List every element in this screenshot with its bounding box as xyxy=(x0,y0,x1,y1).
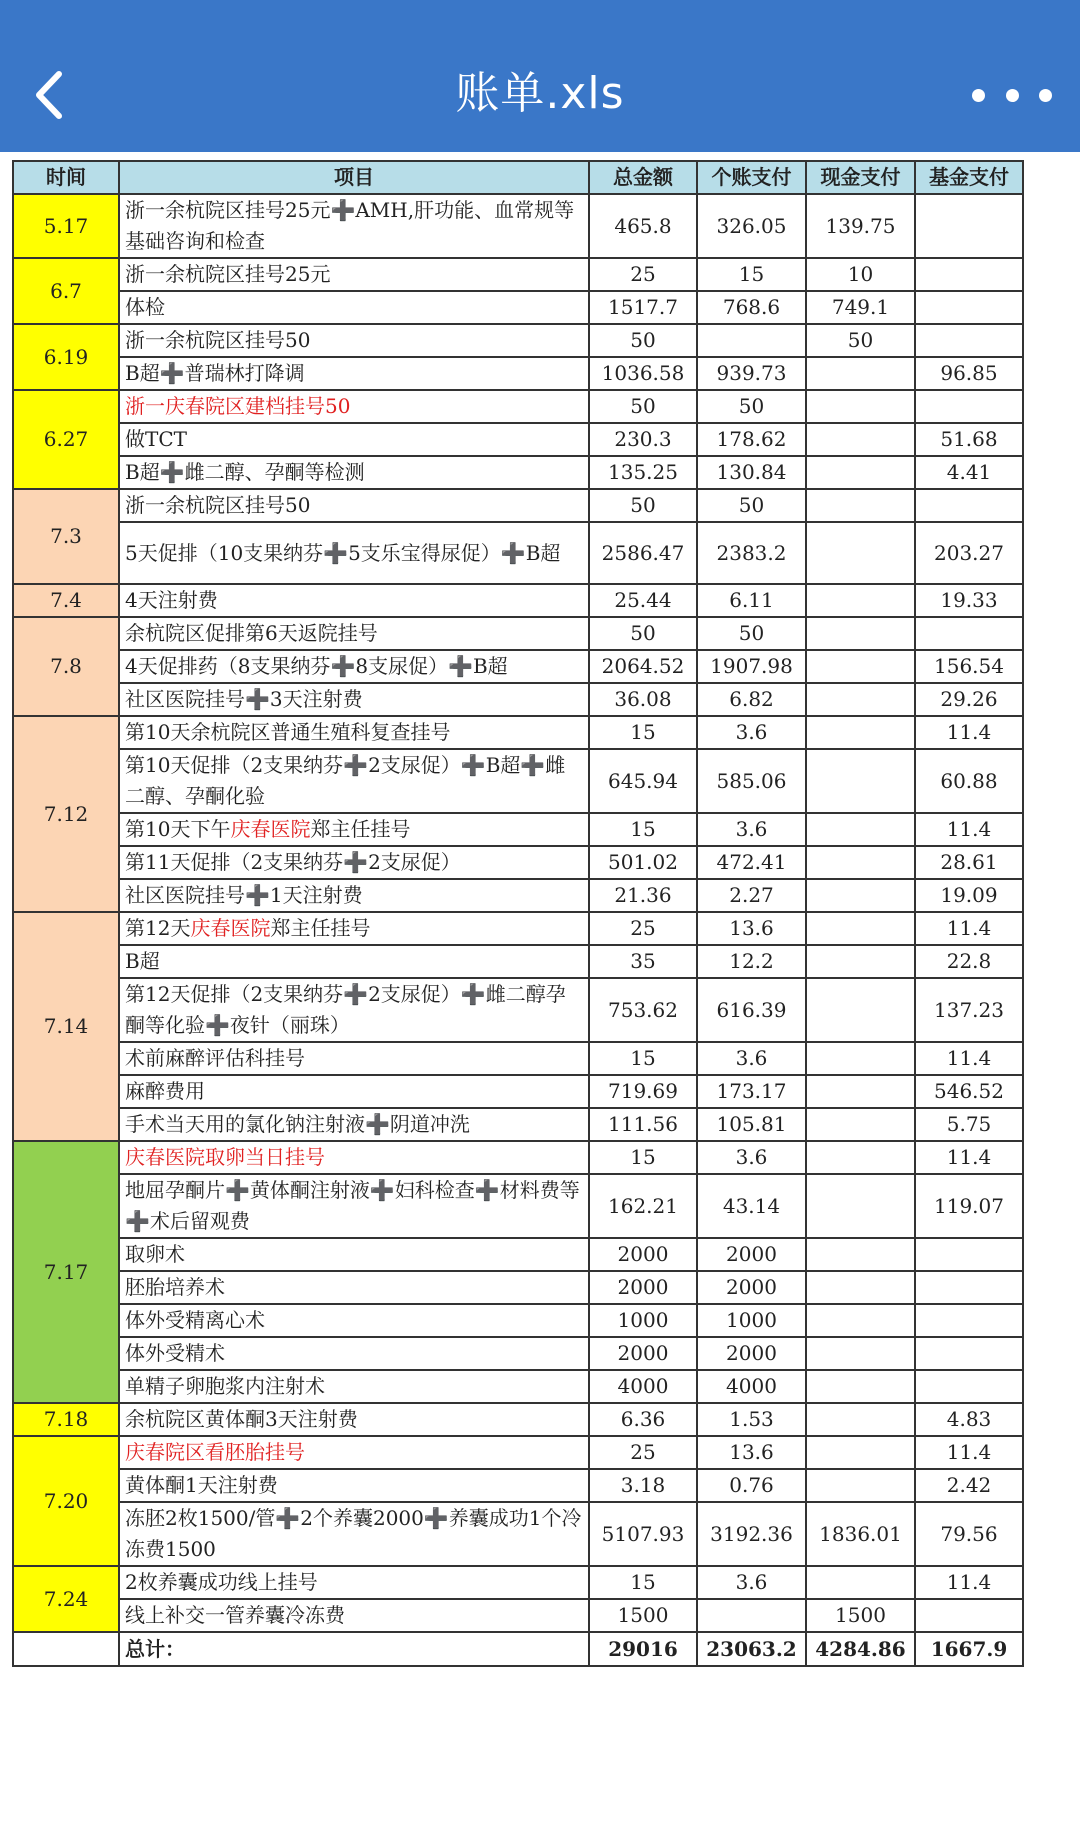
fund-payment-cell[interactable]: 156.54 xyxy=(915,650,1023,683)
date-cell[interactable]: 7.3 xyxy=(13,489,119,584)
cash-payment-cell[interactable] xyxy=(806,683,915,716)
cash-payment-cell[interactable] xyxy=(806,1238,915,1271)
table-row xyxy=(13,1599,1023,1632)
fund-payment-cell[interactable] xyxy=(915,1304,1023,1337)
personal-account-cell[interactable]: 585.06 xyxy=(697,749,806,813)
date-cell[interactable]: 7.4 xyxy=(13,584,119,617)
total-amount-cell[interactable]: 1000 xyxy=(589,1304,697,1337)
fund-payment-cell[interactable] xyxy=(915,617,1023,650)
more-horizontal-icon xyxy=(1006,89,1019,102)
file-title: 账单.xls xyxy=(455,68,625,119)
cash-payment-cell[interactable] xyxy=(806,1436,915,1469)
cash-payment-cell[interactable] xyxy=(806,813,915,846)
date-cell[interactable]: 7.14 xyxy=(13,912,119,1141)
cash-payment-cell[interactable] xyxy=(806,1337,915,1370)
cash-payment-cell[interactable] xyxy=(806,357,915,390)
total-amount-cell[interactable]: 5107.93 xyxy=(589,1502,697,1566)
personal-account-cell[interactable]: 2000 xyxy=(697,1271,806,1304)
fund-payment-cell[interactable]: 29.26 xyxy=(915,683,1023,716)
personal-account-cell[interactable]: 1907.98 xyxy=(697,650,806,683)
item-cell[interactable]: 浙一庆春院区建档挂号50 xyxy=(119,390,589,423)
fund-payment-cell[interactable] xyxy=(915,1599,1023,1632)
fund-payment-cell[interactable]: 5.75 xyxy=(915,1108,1023,1141)
total-amount-cell[interactable]: 25 xyxy=(589,258,697,291)
personal-account-cell[interactable]: 3.6 xyxy=(697,813,806,846)
item-cell[interactable]: 庆春医院取卵当日挂号 xyxy=(119,1141,589,1174)
total-amount-cell[interactable]: 50 xyxy=(589,390,697,423)
personal-account-cell[interactable]: 3.6 xyxy=(697,716,806,749)
item-cell[interactable]: 单精子卵胞浆内注射术 xyxy=(119,1370,589,1403)
total-amount-cell[interactable]: 50 xyxy=(589,617,697,650)
item-cell[interactable]: 地屈孕酮片➕黄体酮注射液➕妇科检查➕材料费等➕术后留观费 xyxy=(119,1174,589,1238)
item-cell[interactable]: 浙一余杭院区挂号50 xyxy=(119,324,589,357)
item-cell[interactable]: 术前麻醉评估科挂号 xyxy=(119,1042,589,1075)
item-cell[interactable]: 胚胎培养术 xyxy=(119,1271,589,1304)
fund-payment-cell[interactable]: 11.4 xyxy=(915,1042,1023,1075)
total-amount-cell[interactable]: 1500 xyxy=(589,1599,697,1632)
fund-payment-cell[interactable] xyxy=(915,291,1023,324)
date-cell[interactable]: 7.17 xyxy=(13,1141,119,1403)
date-cell[interactable]: 6.19 xyxy=(13,324,119,390)
item-text: 郑主任挂号 xyxy=(270,916,371,940)
item-cell[interactable]: B超➕雌二醇、孕酮等检测 xyxy=(119,456,589,489)
table-row xyxy=(13,912,1023,945)
cash-payment-cell[interactable] xyxy=(806,1141,915,1174)
cash-payment-cell[interactable] xyxy=(806,650,915,683)
table-row xyxy=(13,1141,1023,1174)
total-amount-cell[interactable]: 2000 xyxy=(589,1271,697,1304)
cash-payment-cell[interactable] xyxy=(806,1042,915,1075)
fund-payment-cell[interactable] xyxy=(915,390,1023,423)
total-amount-cell[interactable]: 2000 xyxy=(589,1238,697,1271)
fund-payment-cell[interactable]: 22.8 xyxy=(915,945,1023,978)
total-amount-cell[interactable]: 25.44 xyxy=(589,584,697,617)
item-cell[interactable]: 第12天促排（2支果纳芬➕2支尿促）➕雌二醇孕酮等化验➕夜针（丽珠） xyxy=(119,978,589,1042)
fund-payment-cell[interactable]: 11.4 xyxy=(915,1436,1023,1469)
cash-payment-cell[interactable] xyxy=(806,456,915,489)
item-cell[interactable]: 手术当天用的氯化钠注射液➕阴道冲洗 xyxy=(119,1108,589,1141)
cash-payment-cell[interactable] xyxy=(806,1075,915,1108)
table-row xyxy=(13,1108,1023,1141)
table-row xyxy=(13,456,1023,489)
table-row xyxy=(13,1566,1023,1599)
table-row xyxy=(13,291,1023,324)
item-cell[interactable] xyxy=(119,813,589,846)
total-amount-cell[interactable]: 645.94 xyxy=(589,749,697,813)
item-cell[interactable]: B超➕普瑞林打降调 xyxy=(119,357,589,390)
fund-payment-cell[interactable] xyxy=(915,324,1023,357)
item-cell[interactable]: 4天注射费 xyxy=(119,584,589,617)
total-amount-cell[interactable]: 753.62 xyxy=(589,978,697,1042)
cash-payment-cell[interactable] xyxy=(806,1469,915,1502)
item-cell[interactable]: 体外受精离心术 xyxy=(119,1304,589,1337)
fund-payment-cell[interactable]: 11.4 xyxy=(915,1141,1023,1174)
fund-payment-cell[interactable]: 137.23 xyxy=(915,978,1023,1042)
total-amount-cell[interactable]: 25 xyxy=(589,912,697,945)
fund-payment-cell[interactable]: 79.56 xyxy=(915,1502,1023,1566)
item-cell[interactable]: 余杭院区促排第6天返院挂号 xyxy=(119,617,589,650)
cash-payment-cell[interactable]: 50 xyxy=(806,324,915,357)
cash-payment-cell[interactable] xyxy=(806,489,915,522)
cash-payment-cell[interactable] xyxy=(806,584,915,617)
total-amount-cell[interactable]: 21.36 xyxy=(589,879,697,912)
personal-account-cell[interactable]: 616.39 xyxy=(697,978,806,1042)
cash-payment-cell[interactable] xyxy=(806,716,915,749)
fund-payment-cell[interactable]: 19.33 xyxy=(915,584,1023,617)
fund-payment-cell[interactable] xyxy=(915,258,1023,291)
table-row xyxy=(13,258,1023,291)
column-header[interactable]: 现金支付 xyxy=(806,161,915,194)
column-header[interactable]: 项目 xyxy=(119,161,589,194)
table-row xyxy=(13,1174,1023,1238)
personal-account-cell[interactable]: 12.2 xyxy=(697,945,806,978)
personal-account-cell[interactable]: 1.53 xyxy=(697,1403,806,1436)
total-amount-cell[interactable]: 50 xyxy=(589,489,697,522)
personal-account-cell[interactable]: 326.05 xyxy=(697,194,806,258)
date-cell[interactable]: 7.8 xyxy=(13,617,119,716)
personal-account-cell[interactable]: 3.6 xyxy=(697,1141,806,1174)
fund-payment-cell[interactable] xyxy=(915,1271,1023,1304)
table-row xyxy=(13,1042,1023,1075)
fund-payment-cell[interactable]: 51.68 xyxy=(915,423,1023,456)
item-cell[interactable]: 黄体酮1天注射费 xyxy=(119,1469,589,1502)
fund-payment-cell[interactable]: 11.4 xyxy=(915,1566,1023,1599)
item-cell[interactable]: 5天促排（10支果纳芬➕5支乐宝得尿促）➕B超 xyxy=(119,522,589,584)
date-cell[interactable]: 7.18 xyxy=(13,1403,119,1436)
date-cell[interactable]: 7.24 xyxy=(13,1566,119,1632)
table-row xyxy=(13,749,1023,813)
date-cell[interactable]: 6.27 xyxy=(13,390,119,489)
column-header[interactable]: 个账支付 xyxy=(697,161,806,194)
cash-payment-cell[interactable] xyxy=(806,879,915,912)
personal-account-cell[interactable]: 178.62 xyxy=(697,423,806,456)
total-amount-cell[interactable]: 719.69 xyxy=(589,1075,697,1108)
table-row xyxy=(13,1370,1023,1403)
cash-payment-cell[interactable]: 1500 xyxy=(806,1599,915,1632)
item-cell[interactable]: 麻醉费用 xyxy=(119,1075,589,1108)
item-cell[interactable]: 浙一余杭院区挂号25元➕AMH,肝功能、血常规等基础咨询和检查 xyxy=(119,194,589,258)
table-row xyxy=(13,1436,1023,1469)
personal-account-cell[interactable]: 2.27 xyxy=(697,879,806,912)
total-amount-cell[interactable]: 111.56 xyxy=(589,1108,697,1141)
table-row xyxy=(13,584,1023,617)
item-cell[interactable]: 余杭院区黄体酮3天注射费 xyxy=(119,1403,589,1436)
date-cell[interactable]: 5.17 xyxy=(13,194,119,258)
cash-payment-cell[interactable] xyxy=(806,1370,915,1403)
item-cell[interactable]: 浙一余杭院区挂号25元 xyxy=(119,258,589,291)
total-amount-cell[interactable]: 6.36 xyxy=(589,1403,697,1436)
more-horizontal-icon xyxy=(972,89,985,102)
personal-account-cell[interactable]: 50 xyxy=(697,390,806,423)
fund-payment-cell[interactable] xyxy=(915,1337,1023,1370)
cash-payment-cell[interactable] xyxy=(806,1174,915,1238)
table-row xyxy=(13,813,1023,846)
cash-payment-cell[interactable] xyxy=(806,1566,915,1599)
personal-account-cell[interactable]: 768.6 xyxy=(697,291,806,324)
fund-payment-cell[interactable] xyxy=(915,489,1023,522)
personal-account-cell[interactable]: 6.11 xyxy=(697,584,806,617)
personal-account-cell[interactable]: 2000 xyxy=(697,1337,806,1370)
column-header[interactable]: 时间 xyxy=(13,161,119,194)
total-amount-cell[interactable]: 1036.58 xyxy=(589,357,697,390)
table-row xyxy=(13,390,1023,423)
personal-account-sum[interactable]: 23063.2 xyxy=(697,1632,806,1666)
fund-payment-cell[interactable]: 96.85 xyxy=(915,357,1023,390)
table-row xyxy=(13,617,1023,650)
table-row xyxy=(13,846,1023,879)
item-cell[interactable]: 第10天余杭院区普通生殖科复查挂号 xyxy=(119,716,589,749)
total-amount-cell[interactable]: 2064.52 xyxy=(589,650,697,683)
fund-payment-cell[interactable]: 28.61 xyxy=(915,846,1023,879)
table-row xyxy=(13,1304,1023,1337)
item-cell[interactable]: 庆春院区看胚胎挂号 xyxy=(119,1436,589,1469)
table-row xyxy=(13,1075,1023,1108)
total-amount-cell[interactable]: 2000 xyxy=(589,1337,697,1370)
personal-account-cell[interactable]: 4000 xyxy=(697,1370,806,1403)
total-amount-cell[interactable]: 2586.47 xyxy=(589,522,697,584)
cash-payment-cell[interactable]: 10 xyxy=(806,258,915,291)
item-text-highlight: 庆春医院 xyxy=(230,817,311,841)
item-cell[interactable]: 4天促排药（8支果纳芬➕8支尿促）➕B超 xyxy=(119,650,589,683)
personal-account-cell[interactable]: 1000 xyxy=(697,1304,806,1337)
personal-account-cell[interactable] xyxy=(697,324,806,357)
item-cell[interactable]: 做TCT xyxy=(119,423,589,456)
table-row xyxy=(13,879,1023,912)
item-cell[interactable]: 浙一余杭院区挂号50 xyxy=(119,489,589,522)
top-bar xyxy=(0,0,1080,152)
item-cell[interactable]: 2枚养囊成功线上挂号 xyxy=(119,1566,589,1599)
personal-account-cell[interactable]: 6.82 xyxy=(697,683,806,716)
date-cell[interactable]: 7.12 xyxy=(13,716,119,912)
item-cell[interactable] xyxy=(119,912,589,945)
cash-payment-cell[interactable] xyxy=(806,1108,915,1141)
cash-payment-cell[interactable] xyxy=(806,1304,915,1337)
total-amount-cell[interactable]: 230.3 xyxy=(589,423,697,456)
fund-payment-cell[interactable] xyxy=(915,194,1023,258)
item-cell[interactable]: 线上补交一管养囊冷冻费 xyxy=(119,1599,589,1632)
fund-payment-cell[interactable]: 203.27 xyxy=(915,522,1023,584)
fund-payment-cell[interactable]: 119.07 xyxy=(915,1174,1023,1238)
item-cell[interactable]: 取卵术 xyxy=(119,1238,589,1271)
table-row xyxy=(13,978,1023,1042)
cash-payment-cell[interactable] xyxy=(806,522,915,584)
fund-payment-cell[interactable]: 2.42 xyxy=(915,1469,1023,1502)
fund-payment-cell[interactable] xyxy=(915,1370,1023,1403)
personal-account-cell[interactable]: 3.6 xyxy=(697,1042,806,1075)
cash-payment-cell[interactable] xyxy=(806,846,915,879)
personal-account-cell[interactable]: 173.17 xyxy=(697,1075,806,1108)
personal-account-cell[interactable]: 2000 xyxy=(697,1238,806,1271)
column-header[interactable]: 总金额 xyxy=(589,161,697,194)
personal-account-cell[interactable]: 50 xyxy=(697,489,806,522)
cash-payment-cell[interactable]: 749.1 xyxy=(806,291,915,324)
personal-account-cell[interactable]: 50 xyxy=(697,617,806,650)
table-row xyxy=(13,522,1023,584)
cash-payment-cell[interactable] xyxy=(806,423,915,456)
cash-payment-cell[interactable] xyxy=(806,978,915,1042)
cash-payment-cell[interactable]: 139.75 xyxy=(806,194,915,258)
cash-payment-cell[interactable] xyxy=(806,390,915,423)
cash-payment-cell[interactable] xyxy=(806,617,915,650)
table-row xyxy=(13,194,1023,258)
total-amount-cell[interactable]: 3.18 xyxy=(589,1469,697,1502)
table-row xyxy=(13,716,1023,749)
total-amount-cell[interactable]: 35 xyxy=(589,945,697,978)
item-cell[interactable]: 社区医院挂号➕3天注射费 xyxy=(119,683,589,716)
total-amount-cell[interactable]: 135.25 xyxy=(589,456,697,489)
more-button[interactable] xyxy=(972,70,1052,120)
fund-payment-sum[interactable]: 1667.9 xyxy=(915,1632,1023,1666)
column-header[interactable]: 基金支付 xyxy=(915,161,1023,194)
total-amount-cell[interactable]: 15 xyxy=(589,716,697,749)
personal-account-cell[interactable]: 13.6 xyxy=(697,912,806,945)
fund-payment-cell[interactable]: 19.09 xyxy=(915,879,1023,912)
personal-account-cell[interactable]: 13.6 xyxy=(697,1436,806,1469)
cash-payment-cell[interactable] xyxy=(806,1403,915,1436)
total-amount-cell[interactable]: 25 xyxy=(589,1436,697,1469)
fund-payment-cell[interactable]: 11.4 xyxy=(915,813,1023,846)
total-amount-cell[interactable]: 501.02 xyxy=(589,846,697,879)
fund-payment-cell[interactable]: 60.88 xyxy=(915,749,1023,813)
spreadsheet-table xyxy=(12,160,1024,1667)
personal-account-cell[interactable]: 105.81 xyxy=(697,1108,806,1141)
personal-account-cell[interactable]: 2383.2 xyxy=(697,522,806,584)
more-horizontal-icon xyxy=(1039,89,1052,102)
personal-account-cell[interactable]: 3192.36 xyxy=(697,1502,806,1566)
total-amount-cell[interactable]: 36.08 xyxy=(589,683,697,716)
personal-account-cell[interactable]: 15 xyxy=(697,258,806,291)
total-amount-cell[interactable]: 465.8 xyxy=(589,194,697,258)
table-row xyxy=(13,357,1023,390)
cash-payment-cell[interactable] xyxy=(806,1271,915,1304)
table-row xyxy=(13,324,1023,357)
cash-payment-cell[interactable] xyxy=(806,912,915,945)
table-row xyxy=(13,1502,1023,1566)
table-row xyxy=(13,489,1023,522)
fund-payment-cell[interactable]: 4.41 xyxy=(915,456,1023,489)
personal-account-cell[interactable]: 0.76 xyxy=(697,1469,806,1502)
table-row xyxy=(13,1337,1023,1370)
total-amount-cell[interactable]: 15 xyxy=(589,813,697,846)
personal-account-cell[interactable]: 43.14 xyxy=(697,1174,806,1238)
item-text: 第12天 xyxy=(125,916,191,940)
total-amount-cell[interactable]: 4000 xyxy=(589,1370,697,1403)
personal-account-cell[interactable]: 130.84 xyxy=(697,456,806,489)
total-amount-cell[interactable]: 50 xyxy=(589,324,697,357)
total-amount-cell[interactable]: 15 xyxy=(589,1141,697,1174)
total-row xyxy=(13,1632,1023,1666)
cash-payment-cell[interactable] xyxy=(806,749,915,813)
item-text-highlight: 庆春医院 xyxy=(190,916,271,940)
item-text: 郑主任挂号 xyxy=(310,817,411,841)
total-amount-cell[interactable]: 15 xyxy=(589,1042,697,1075)
table-row xyxy=(13,683,1023,716)
item-cell[interactable]: 社区医院挂号➕1天注射费 xyxy=(119,879,589,912)
total-amount-cell[interactable]: 15 xyxy=(589,1566,697,1599)
cash-payment-sum[interactable]: 4284.86 xyxy=(806,1632,915,1666)
cash-payment-cell[interactable]: 1836.01 xyxy=(806,1502,915,1566)
table-row xyxy=(13,650,1023,683)
table-row xyxy=(13,1469,1023,1502)
empty-cell[interactable] xyxy=(13,1632,119,1666)
item-cell[interactable]: 冻胚2枚1500/管➕2个养囊2000➕养囊成功1个冷冻费1500 xyxy=(119,1502,589,1566)
table-row xyxy=(13,945,1023,978)
fund-payment-cell[interactable]: 11.4 xyxy=(915,716,1023,749)
table-row xyxy=(13,1238,1023,1271)
table-row xyxy=(13,1271,1023,1304)
fund-payment-cell[interactable]: 11.4 xyxy=(915,912,1023,945)
fund-payment-cell[interactable] xyxy=(915,1238,1023,1271)
item-cell[interactable]: 体检 xyxy=(119,291,589,324)
fund-payment-cell[interactable]: 4.83 xyxy=(915,1403,1023,1436)
personal-account-cell[interactable]: 939.73 xyxy=(697,357,806,390)
personal-account-cell[interactable]: 472.41 xyxy=(697,846,806,879)
total-amount-cell[interactable]: 162.21 xyxy=(589,1174,697,1238)
fund-payment-cell[interactable]: 546.52 xyxy=(915,1075,1023,1108)
cash-payment-cell[interactable] xyxy=(806,945,915,978)
date-cell[interactable]: 6.7 xyxy=(13,258,119,324)
item-cell[interactable]: 体外受精术 xyxy=(119,1337,589,1370)
personal-account-cell[interactable]: 3.6 xyxy=(697,1566,806,1599)
total-label[interactable]: 总计： xyxy=(119,1632,589,1666)
item-cell[interactable]: 第10天促排（2支果纳芬➕2支尿促）➕B超➕雌二醇、孕酮化验 xyxy=(119,749,589,813)
total-amount-cell[interactable]: 1517.7 xyxy=(589,291,697,324)
table-row xyxy=(13,1403,1023,1436)
item-cell[interactable]: 第11天促排（2支果纳芬➕2支尿促） xyxy=(119,846,589,879)
date-cell[interactable]: 7.20 xyxy=(13,1436,119,1566)
total-amount-sum[interactable]: 29016 xyxy=(589,1632,697,1666)
header-row xyxy=(13,161,1023,194)
table-row xyxy=(13,423,1023,456)
item-text: 第10天下午 xyxy=(125,817,231,841)
item-cell[interactable]: B超 xyxy=(119,945,589,978)
personal-account-cell[interactable] xyxy=(697,1599,806,1632)
